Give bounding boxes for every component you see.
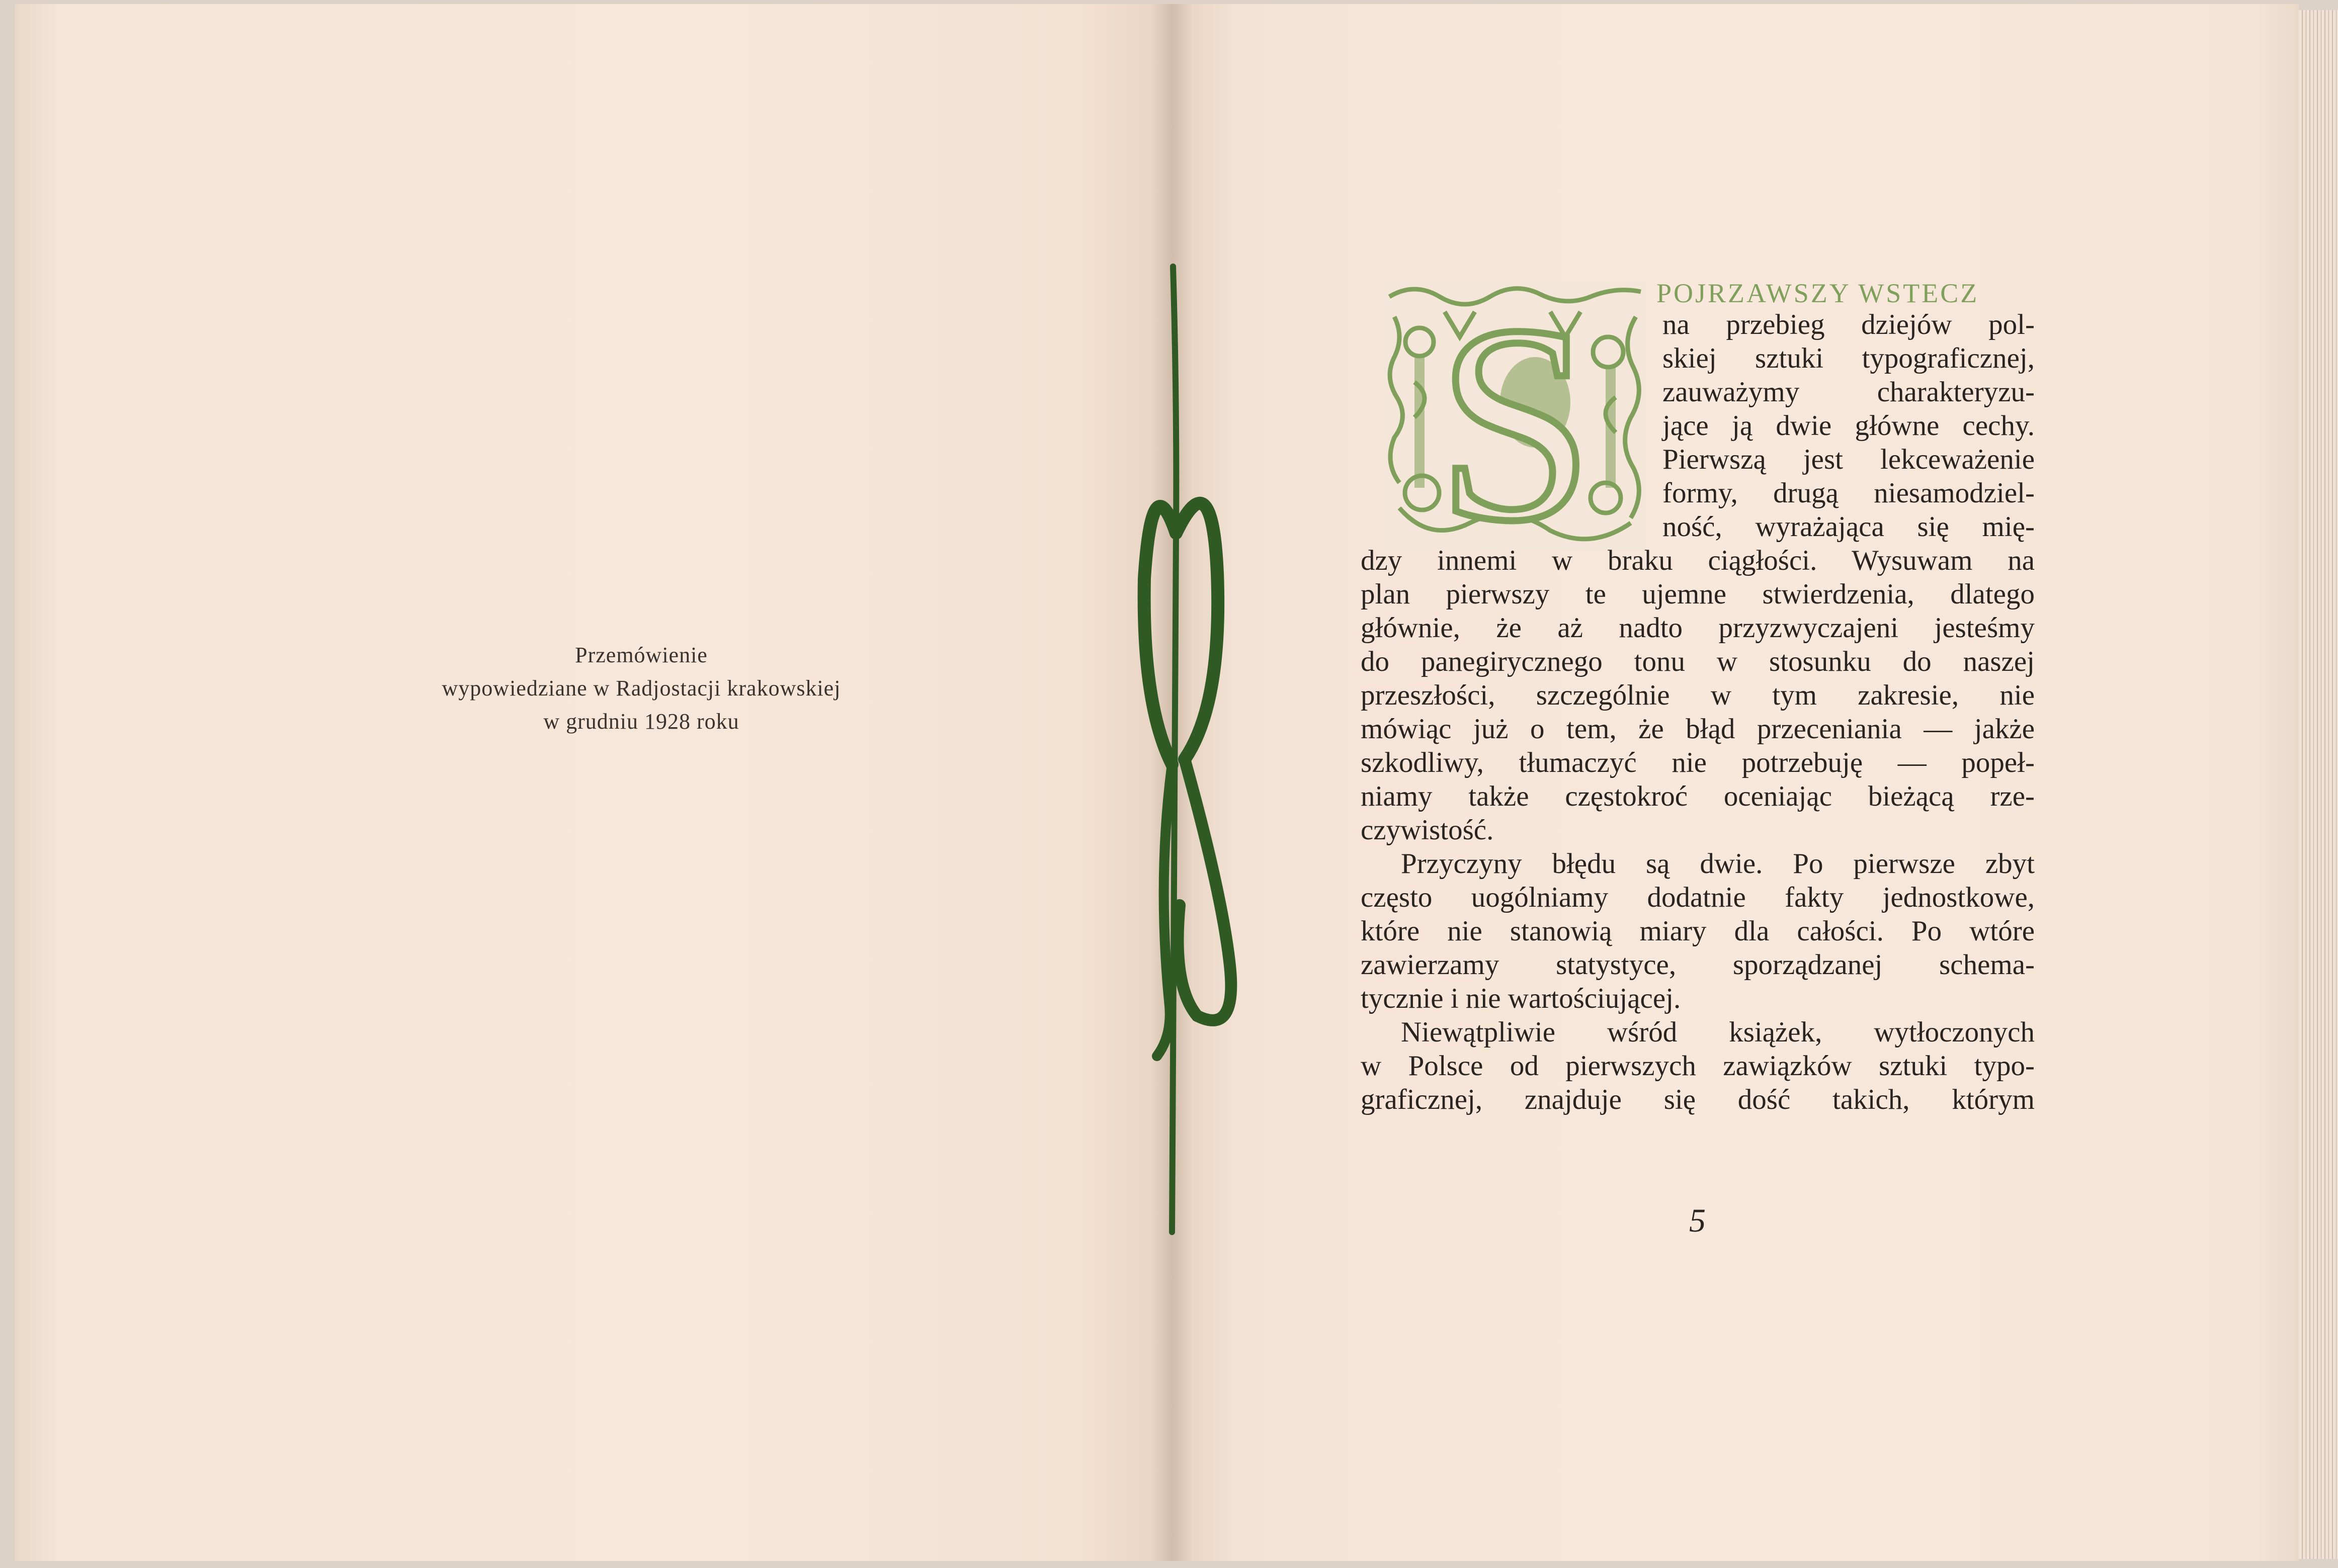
text-line: głównie, że aż nadto przyzwyczajeni jesteśmy: [1361, 612, 2035, 644]
text-line: dzy innemi w braku ciągłości. Wysuwam na: [1361, 545, 2035, 576]
dedication-line: w grudniu 1928 roku: [543, 709, 739, 734]
ornamental-drop-cap: [1384, 282, 1646, 551]
text-line: ność, wyrażająca się mię-: [1662, 511, 2035, 543]
ribbon-bookmark: [1097, 251, 1288, 1257]
text-line: na przebieg dziejów pol-: [1662, 309, 2035, 340]
text-line: przeszłości, szczególnie w tym zakresie, nie: [1361, 679, 2035, 711]
opening-words: POJRZAWSZY WSTECZ: [1656, 278, 1979, 308]
text-line: często uogólniamy dodatnie fakty jednostkowe,: [1361, 882, 2035, 913]
text-line: zawierzamy statystyce, sporządzanej schema-: [1361, 949, 2035, 981]
text-line: do panegirycznego tonu w stosunku do naszej: [1361, 646, 2035, 677]
text-line: plan pierwszy te ujemne stwierdzenia, dlatego: [1361, 578, 2035, 610]
text-line: Pierwszą jest lekceważenie: [1662, 444, 2035, 475]
text-line: zauważymy charakteryzu-: [1662, 376, 2035, 408]
text-line: które nie stanowią miary dla całości. Po wtóre: [1361, 915, 2035, 947]
text-line: w Polsce od pierwszych zawiązków sztuki typo-: [1361, 1050, 2035, 1082]
text-line: Niewątpliwie wśród książek, wytłoczonych: [1401, 1016, 2035, 1048]
dedication-line: Przemówienie: [575, 643, 708, 667]
text-line: szkodliwy, tłumaczyć nie potrzebuję — popeł-: [1361, 747, 2035, 778]
text-line: niamy także częstokroć oceniając bieżącą rze-: [1361, 780, 2035, 812]
page-number: 5: [1689, 1202, 1706, 1239]
text-line: jące ją dwie główne cechy.: [1662, 410, 2035, 442]
drop-cap-letter: S: [1437, 282, 1594, 551]
left-page: [15, 4, 1172, 1561]
text-line: mówiąc już o tem, że błąd przeceniania — jakże: [1361, 713, 2035, 745]
page-edge-stack: [2299, 10, 2338, 1559]
text-line: formy, drugą niesamodziel-: [1662, 477, 2035, 509]
text-line: skiej sztuki typograficznej,: [1662, 342, 2035, 374]
dedication-line: wypowiedziane w Radjostacji krakowskiej: [442, 676, 841, 701]
text-line: tycznie i nie wartościującej.: [1361, 983, 1681, 1014]
text-line: graficznej, znajduje się dość takich, którym: [1361, 1084, 2035, 1115]
text-line: czywistość.: [1361, 814, 1494, 846]
dedication: [352, 639, 931, 738]
text-line: Przyczyny błędu są dwie. Po pierwsze zbyt: [1401, 848, 2035, 880]
